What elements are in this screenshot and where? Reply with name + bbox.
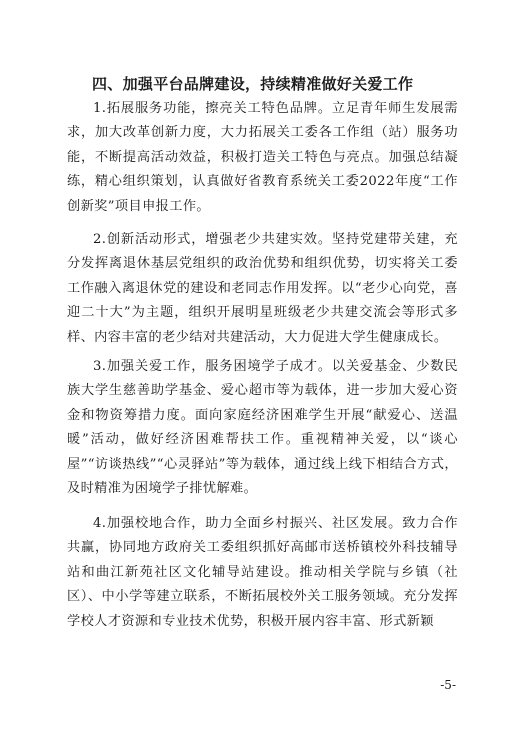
page-number: -5-: [440, 678, 456, 692]
section-heading: 四、加强平台品牌建设，持续精准做好关爱工作: [92, 75, 414, 93]
paragraph-service-function: 1.拓展服务功能，擦亮关工特色品牌。立足青年师生发展需求，加大改革创新力度，大力拓展关工委各工作组（站）服务功能，不断提高活动效益，积极打造关工特色与亮点。加强总结凝练，精心组织策划，认真做好省教育系统关工委2022年度“工作创新奖”项目申报工作。: [67, 101, 458, 214]
paragraph-school-local-cooperation: 4.加强校地合作，助力全面乡村振兴、社区发展。致力合作共赢，协同地方政府关工委组织抓好高邮市送桥镇校外科技辅导站和曲江新苑社区文化辅导站建设。推动相关学院与乡镇（社区）、中小学等建立联系，不断拓展校外关工服务领域。充分发挥学校人才资源和专业技术优势，积极开展内容丰富、形式新颖: [67, 516, 458, 629]
paragraph-activity-forms: 2.创新活动形式，增强老少共建实效。坚持党建带关建，充分发挥离退休基层党组织的政治优势和组织优势，切实将关工委工作融入离退休党的建设和老同志作用发挥。以“老少心向党，喜迎二十大”为主题，组织开展明星班级老少共建交流会等形式多样、内容丰富的老少结对共建活动，大力促进大学生健康成长。: [67, 232, 458, 345]
paragraph-care-work: 3.加强关爱工作，服务困境学子成才。以关爱基金、少数民族大学生慈善助学基金、爱心超市等为载体，进一步加大爱心资金和物资筹措力度。面向家庭经济困难学生开展“献爱心、送温暖”活动，做好经济困难帮扶工作。重视精神关爱，以“谈心屋”“访谈热线”“心灵驿站”等为载体，通过线上线下相结合方式，及时精准为困境学子排忧解难。: [67, 359, 458, 497]
